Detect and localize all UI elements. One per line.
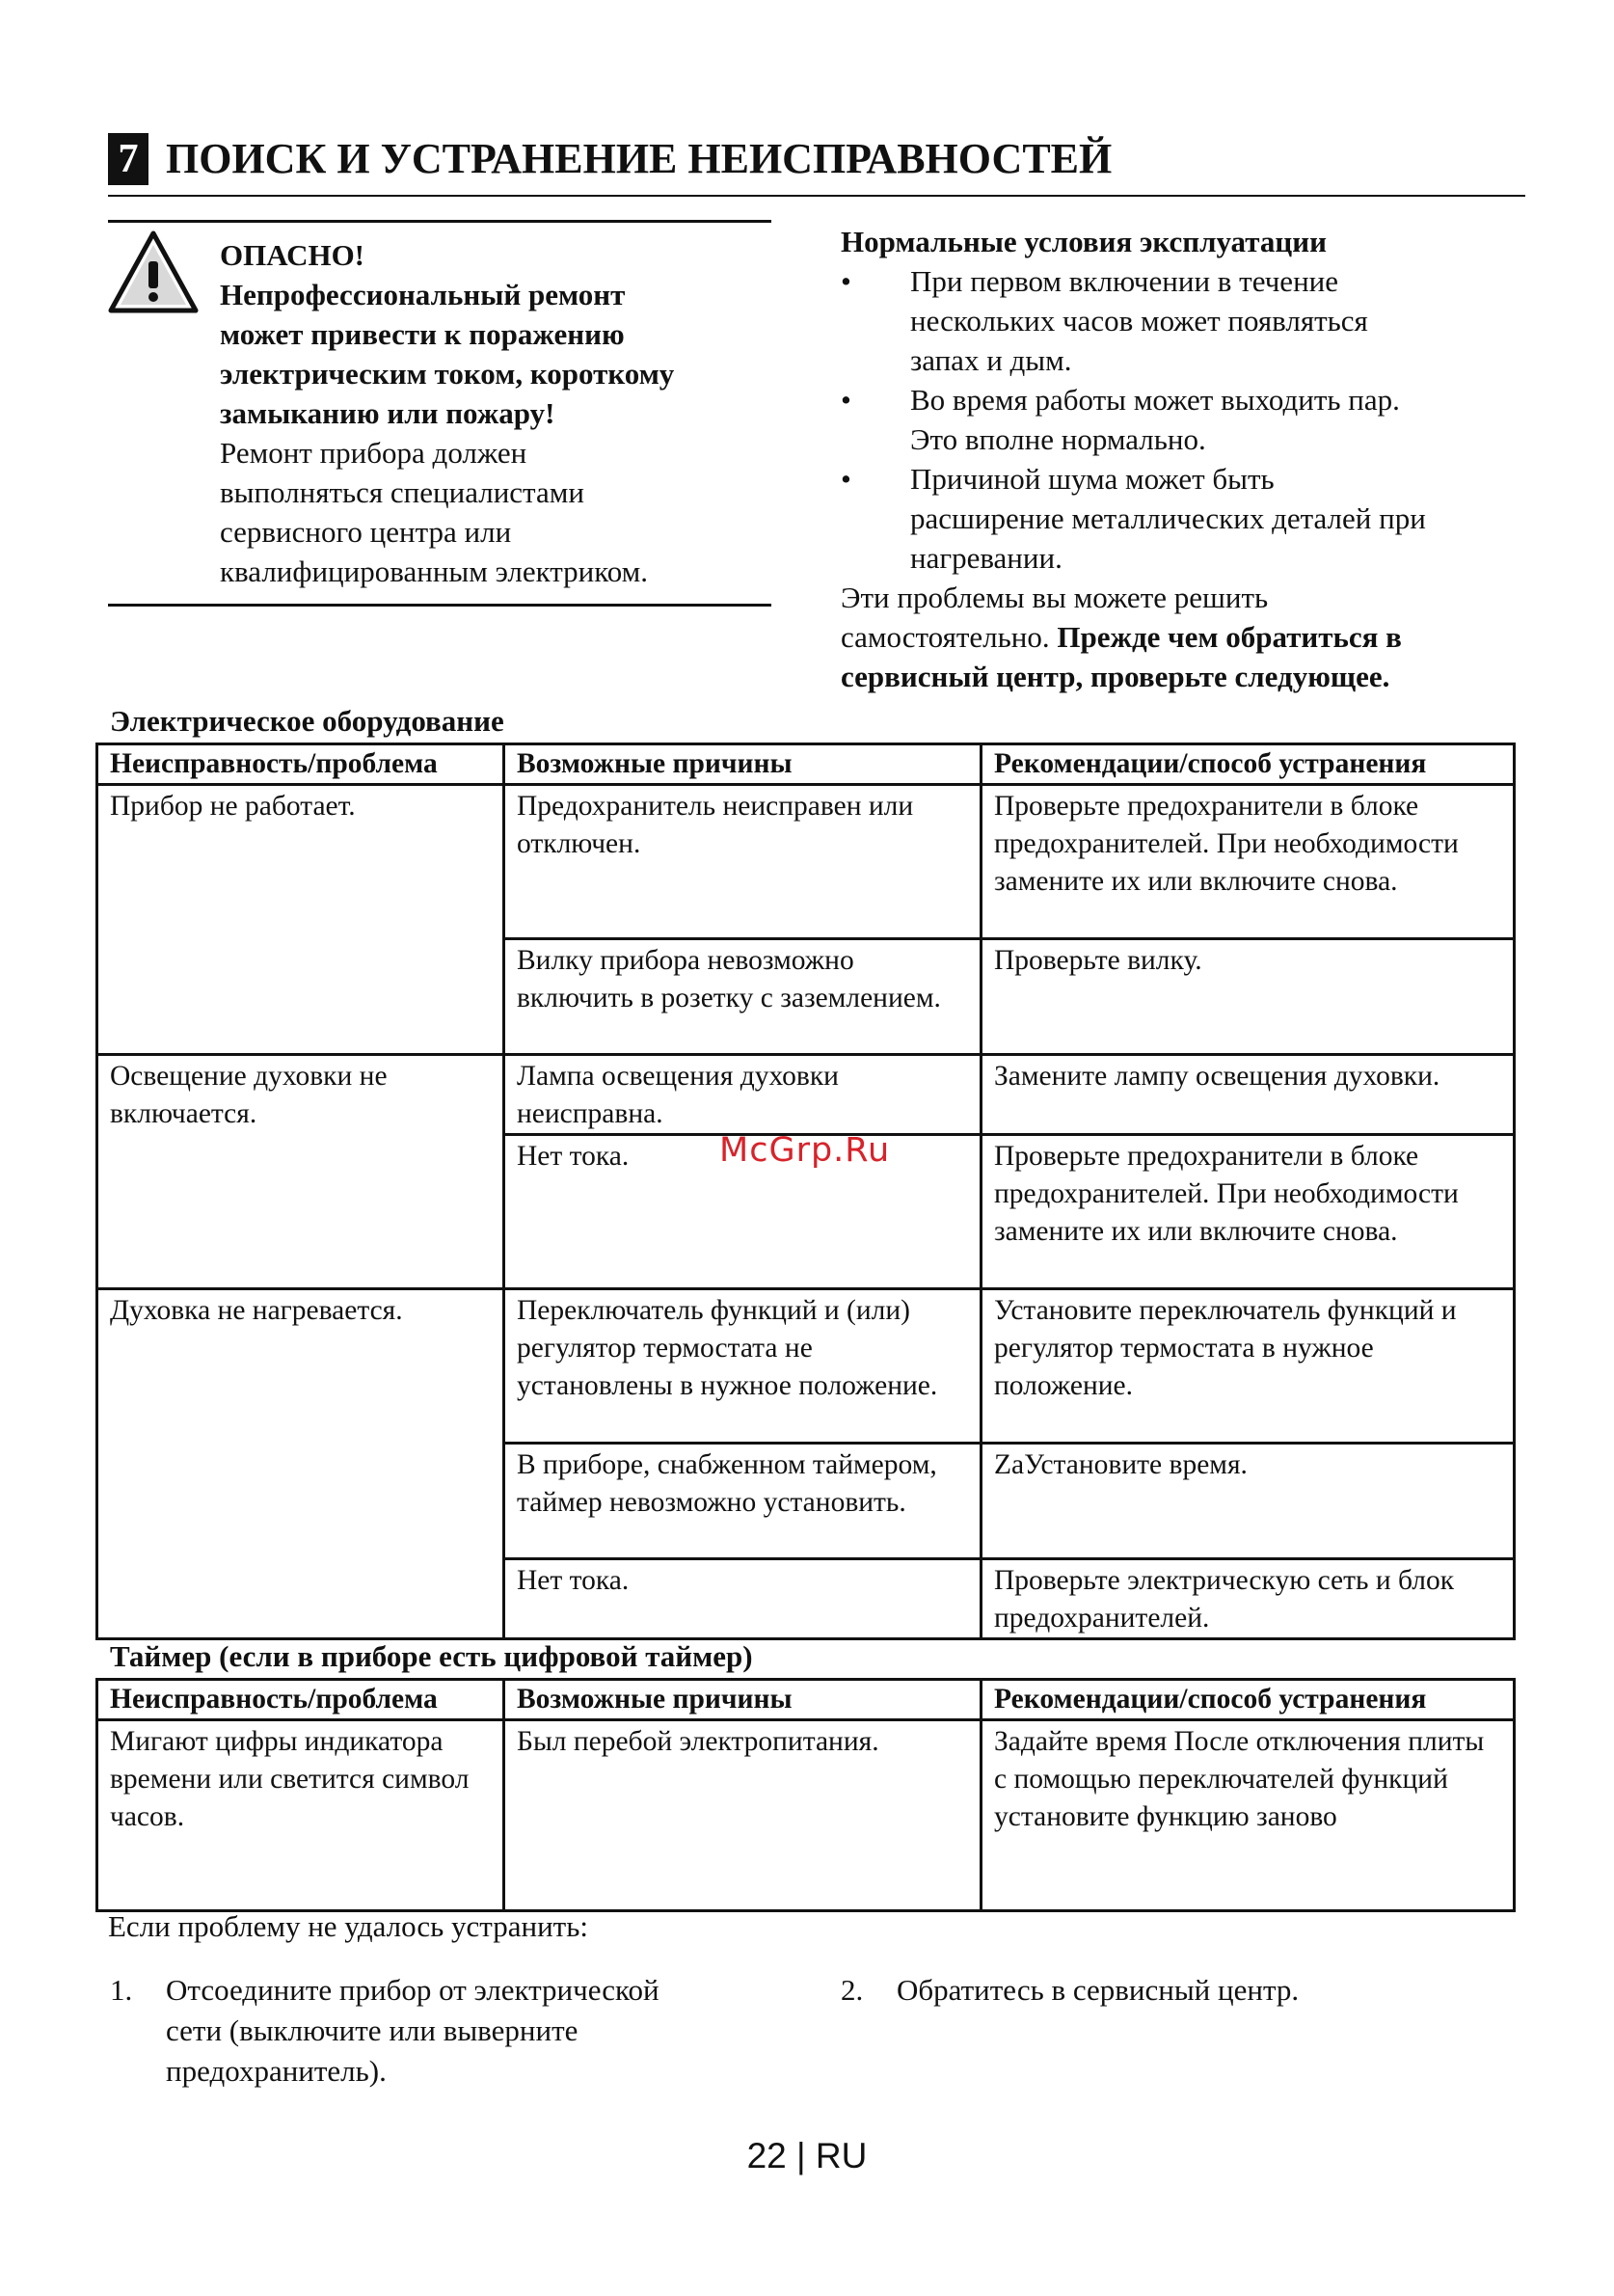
list-item-line: расширение металлических деталей при <box>910 501 1426 535</box>
unresolved-intro: Если проблему не удалось устранить: <box>108 1909 588 1943</box>
danger-text-line: сервисного центра или <box>220 515 512 549</box>
normal-conditions <box>841 222 1525 696</box>
warning-triangle-icon <box>108 230 199 314</box>
page-title: ПОИСК И УСТРАНЕНИЕ НЕИСПРАВНОСТЕЙ <box>166 135 1113 182</box>
column-header: Возможные причины <box>504 1680 982 1720</box>
danger-top-rule <box>108 220 771 223</box>
table-cell: Вилку прибора невозможно включить в розетку с заземлением. <box>504 939 982 1055</box>
table-row <box>97 785 1515 939</box>
table-cell: Освещение духовки не включается. <box>97 1055 504 1289</box>
column-header: Возможные причины <box>504 744 982 785</box>
column-header: Рекомендации/способ устранения <box>982 1680 1515 1720</box>
list-item-line: нескольких часов может появляться <box>910 304 1368 338</box>
list-item <box>841 459 1525 578</box>
step-2 <box>841 1970 1516 2018</box>
outro-bold-line: сервисный центр, проверьте следующее. <box>841 660 1390 693</box>
step-1 <box>110 1970 785 2095</box>
danger-text-line: Ремонт прибора должен <box>220 436 527 470</box>
step-line: Отсоедините прибор от электрической <box>166 1973 659 2007</box>
table-header-row <box>97 1680 1515 1720</box>
timer-table <box>95 1678 1516 1912</box>
table-row <box>97 1055 1515 1135</box>
section-header <box>108 129 1525 197</box>
list-item-line: При первом включении в течение <box>910 264 1339 298</box>
danger-text-line: квалифицированным электриком. <box>220 554 649 588</box>
outro-text: самостоятельно. <box>841 620 1058 654</box>
list-item <box>841 261 1525 380</box>
table-cell: Был перебой электропитания. <box>504 1720 982 1911</box>
danger-bold-line: может привести к поражению <box>220 317 625 351</box>
column-header: Рекомендации/способ устранения <box>982 744 1515 785</box>
list-item-line: нагревании. <box>910 541 1063 575</box>
normal-conditions-title: Нормальные условия эксплуатации <box>841 225 1327 258</box>
outro-line: Эти проблемы вы можете решить <box>841 581 1269 614</box>
step-number: 1. <box>110 1973 133 2007</box>
bullet: • <box>841 264 851 298</box>
table-cell: Проверьте электрическую сеть и блок предохранителей. <box>982 1559 1515 1639</box>
danger-bold-line: Непрофессиональный ремонт <box>220 278 626 311</box>
danger-label: ОПАСНО! <box>220 238 365 272</box>
danger-notice <box>220 235 779 591</box>
list-item-line: Причиной шума может быть <box>910 462 1275 496</box>
electrical-table-title: Электрическое оборудование <box>110 704 504 738</box>
electrical-table <box>95 743 1516 1640</box>
table-cell: Предохранитель неисправен или отключен. <box>504 785 982 939</box>
page-number: 22 | RU <box>746 2136 868 2175</box>
table-cell: В приборе, снабженном таймером, таймер невозможно установить. <box>504 1444 982 1559</box>
step-line: предохранитель). <box>166 2054 387 2088</box>
table-cell: ZaУстановите время. <box>982 1444 1515 1559</box>
list-item-line: запах и дым. <box>910 343 1072 377</box>
danger-bold-line: замыканию или пожару! <box>220 396 555 430</box>
column-header: Неисправность/проблема <box>97 1680 504 1720</box>
timer-table-title: Таймер (если в приборе есть цифровой таймер) <box>110 1639 753 1673</box>
table-cell: Замените лампу освещения духовки. <box>982 1055 1515 1135</box>
list-item-line: Это вполне нормально. <box>910 422 1206 456</box>
outro-line <box>841 617 1525 657</box>
danger-text-line: выполняться специалистами <box>220 475 584 509</box>
table-cell: Установите переключатель функций и регулятор термостата в нужное положение. <box>982 1289 1515 1444</box>
table-cell: Духовка не нагревается. <box>97 1289 504 1639</box>
table-cell: Прибор не работает. <box>97 785 504 1055</box>
list-item-line: Во время работы может выходить пар. <box>910 383 1400 417</box>
column-header: Неисправность/проблема <box>97 744 504 785</box>
section-number: 7 <box>108 133 148 185</box>
table-cell: Проверьте вилку. <box>982 939 1515 1055</box>
outro-bold-text: Прежде чем обратиться в <box>1057 620 1402 654</box>
table-cell: Переключатель функций и (или) регулятор термостата не установлены в нужное положение. <box>504 1289 982 1444</box>
table-cell: Нет тока. <box>504 1559 982 1639</box>
step-text <box>166 1970 659 2092</box>
danger-bold-line: электрическим током, короткому <box>220 357 675 391</box>
step-line: Обратитесь в сервисный центр. <box>897 1973 1300 2007</box>
bullet: • <box>841 383 851 417</box>
table-row <box>97 1289 1515 1444</box>
table-cell: Проверьте предохранители в блоке предохранителей. При необходимости замените их или включите снова. <box>982 785 1515 939</box>
step-line: сети (выключите или выверните <box>166 2013 578 2047</box>
list-item <box>841 380 1525 459</box>
table-cell: Мигают цифры индикатора времени или светится символ часов. <box>97 1720 504 1911</box>
step-text <box>897 1970 1299 2011</box>
table-header-row <box>97 744 1515 785</box>
table-cell: Задайте время После отключения плиты с помощью переключателей функций установите функцию заново <box>982 1720 1515 1911</box>
danger-bottom-rule <box>108 604 771 607</box>
table-row <box>97 1720 1515 1911</box>
table-cell: Проверьте предохранители в блоке предохранителей. При необходимости замените их или включите снова. <box>982 1135 1515 1289</box>
normal-conditions-list <box>841 261 1525 578</box>
watermark: McGrp.Ru <box>719 1131 891 1170</box>
table-cell: Нет тока. <box>504 1135 982 1289</box>
header-divider <box>108 195 1525 197</box>
step-number: 2. <box>841 1973 864 2007</box>
table-cell: Лампа освещения духовки неисправна. <box>504 1055 982 1135</box>
bullet: • <box>841 462 851 496</box>
